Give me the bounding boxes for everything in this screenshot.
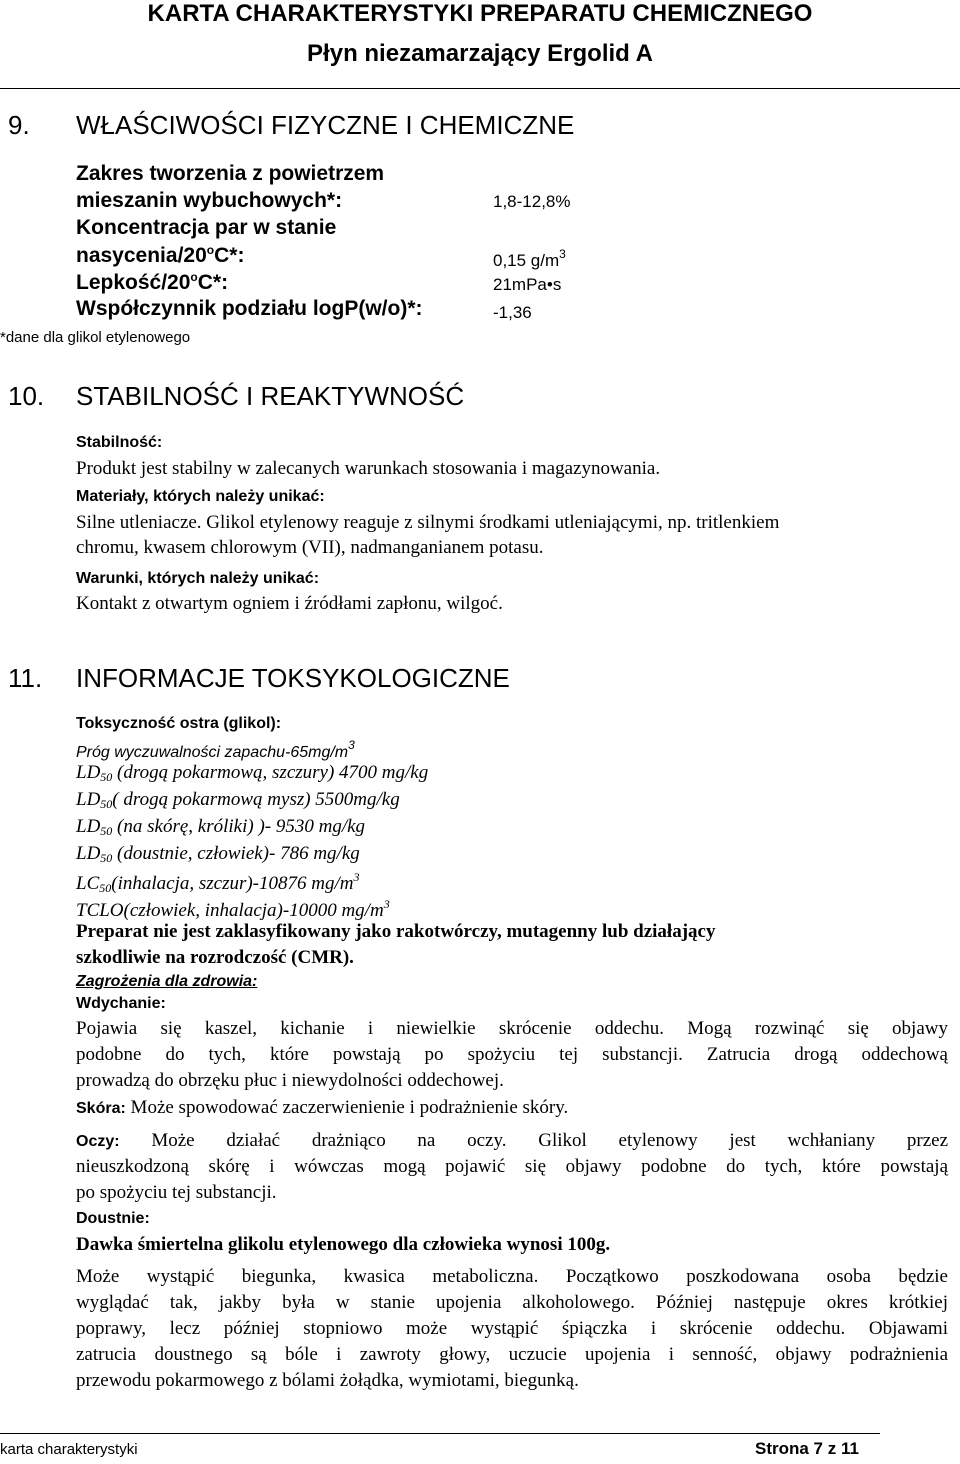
section-11-number: 11. bbox=[8, 663, 43, 693]
acute-toxicity-label: Toksyczność ostra (glikol): bbox=[76, 715, 282, 732]
viscosity-label: Lepkość/20$^o$C*: bbox=[76, 270, 229, 294]
footer-left: karta charakterystyki bbox=[0, 1441, 138, 1458]
tox-value-4: $LD_{50}$ (doustnie, człowiek)- 786 mg/kg bbox=[76, 843, 360, 865]
stability-text: Produkt jest stabilny w zalecanych warunkach stosowania i magazynowania. bbox=[76, 458, 661, 479]
partition-coefficient-label: Współczynnik podziału logP(w/o)*: bbox=[76, 297, 423, 320]
materials-label: Materiały, których należy unikać: bbox=[76, 488, 325, 505]
materials-text-1: Silne utleniacze. Glikol etylenowy reaguje z silnymi środkami utleniającymi, np. tritlenkiem bbox=[76, 512, 780, 533]
oral-text-3: poprawy, lecz później stopniowo może wystąpić śpiączka i skrócenie oddechu. Objawami bbox=[76, 1318, 948, 1339]
partition-coefficient-value: -1,36 bbox=[493, 303, 532, 322]
eyes-effects-1: Oczy: Może działać drażniąco na oczy. Glikol etylenowy jest wchłaniany przez bbox=[76, 1130, 948, 1151]
footer-divider bbox=[0, 1433, 880, 1434]
vapor-concentration-label-2: nasycenia/20$^o$C*: bbox=[76, 243, 245, 267]
oral-text-2: wyglądać tak, jakby była w stanie upojenia alkoholowego. Później następuje okres krótkiej bbox=[76, 1292, 948, 1313]
oral-text-5: przewodu pokarmowego z bólami żołądka, wymiotami, biegunką. bbox=[76, 1370, 579, 1391]
stability-label: Stabilność: bbox=[76, 434, 163, 451]
health-hazards-heading: Zagrożenia dla zdrowia: bbox=[76, 973, 258, 990]
section-10-title: STABILNOŚĆ I REAKTYWNOŚĆ bbox=[76, 381, 465, 411]
explosive-range-label-2: mieszanin wybuchowych*: bbox=[76, 189, 343, 212]
tox-value-2: $LD_{50}$( drogą pokarmową mysz) 5500mg/kg bbox=[76, 789, 400, 811]
cmr-statement-1: Preparat nie jest zaklasyfikowany jako rakotwórczy, mutagenny lub działający bbox=[76, 921, 716, 942]
footnote: *dane dla glikol etylenowego bbox=[0, 329, 191, 346]
section-11-title: INFORMACJE TOKSYKOLOGICZNE bbox=[76, 663, 510, 693]
vapor-concentration-value: 0,15 $g/m^3$ bbox=[493, 247, 566, 270]
conditions-text: Kontakt z otwartym ogniem i źródłami zapłonu, wilgoć. bbox=[76, 593, 503, 614]
odor-threshold: Próg wyczuwalności zapachu-$65mg/m^3$ bbox=[76, 738, 355, 761]
tox-value-3: $LD_{50}$ (na skórę, króliki) )- 9530 mg/kg bbox=[76, 816, 366, 838]
cmr-statement-2: szkodliwie na rozrodczość (CMR). bbox=[76, 947, 354, 968]
tox-value-6: TCLO(człowiek, inhalacja)-10000 $mg/m^3$ bbox=[76, 897, 390, 921]
explosive-range-label-1: Zakres tworzenia z powietrzem bbox=[76, 162, 385, 185]
tox-value-1: $LD_{50}$ (drogą pokarmową, szczury) 4700 mg/kg bbox=[76, 762, 429, 784]
header-divider bbox=[0, 88, 960, 89]
inhalation-text-2: podobne do tych, które powstają po spożyciu tej substancji. Zatrucia drogą oddechową bbox=[76, 1044, 948, 1065]
page-number: Strona 7 z 11 bbox=[755, 1439, 859, 1458]
eyes-effects-3: po spożyciu tej substancji. bbox=[76, 1182, 277, 1203]
oral-label: Doustnie: bbox=[76, 1210, 150, 1227]
skin-effects: Skóra: Może spowodować zaczerwienienie i podrażnienie skóry. bbox=[76, 1097, 569, 1118]
inhalation-text-3: prowadzą do obrzęku płuc i niewydolności oddechowej. bbox=[76, 1070, 504, 1091]
product-name: Płyn niezamarzający Ergolid A bbox=[307, 40, 653, 67]
inhalation-text-1: Pojawia się kaszel, kichanie i niewielkie skrócenie oddechu. Mogą rozwinąć się objawy bbox=[76, 1018, 948, 1039]
tox-value-5: $LC_{50}(inhalacja$, szczur)-10876 $mg/m^3$ bbox=[76, 870, 360, 895]
oral-text-1: Może wystąpić biegunka, kwasica metaboliczna. Początkowo poszkodowana osoba będzie bbox=[76, 1266, 948, 1287]
document-title: KARTA CHARAKTERYSTYKI PREPARATU CHEMICZNEGO bbox=[147, 0, 813, 27]
materials-text-2: chromu, kwasem chlorowym (VII), nadmanganianem potasu. bbox=[76, 537, 544, 558]
oral-text-4: zatrucia doustnego są bóle i zawroty głowy, uczucie upojenia i senność, objawy podrażnienia bbox=[76, 1344, 948, 1365]
section-9-number: 9. bbox=[8, 110, 30, 140]
section-10-number: 10. bbox=[8, 381, 45, 411]
lethal-dose: Dawka śmiertelna glikolu etylenowego dla człowieka wynosi 100g. bbox=[76, 1234, 611, 1255]
vapor-concentration-label-1: Koncentracja par w stanie bbox=[76, 216, 337, 239]
viscosity-value: 21mPa•s bbox=[493, 275, 562, 294]
eyes-effects-2: nieuszkodzoną skórę i wówczas mogą pojawić się objawy podobne do tych, które powstają bbox=[76, 1156, 948, 1177]
conditions-label: Warunki, których należy unikać: bbox=[76, 570, 320, 587]
section-9-title: WŁAŚCIWOŚCI FIZYCZNE I CHEMICZNE bbox=[76, 110, 575, 140]
explosive-range-value: 1,8-12,8% bbox=[493, 192, 571, 211]
inhalation-label: Wdychanie: bbox=[76, 995, 166, 1012]
